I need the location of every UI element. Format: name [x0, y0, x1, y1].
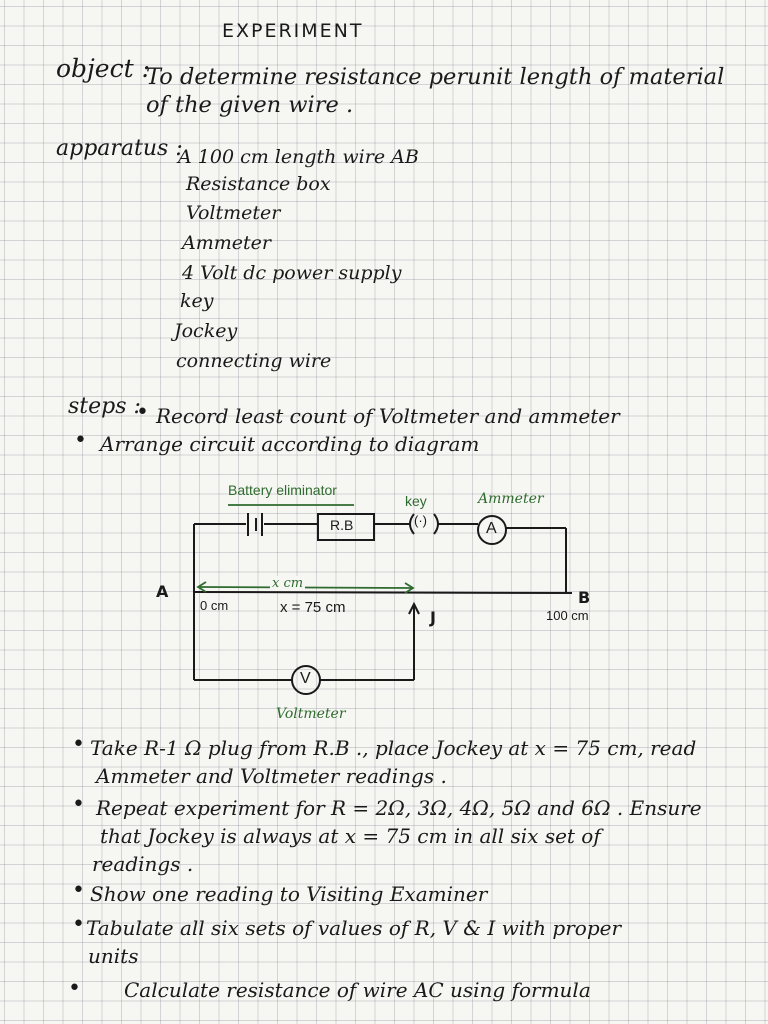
- bullet-dot: •: [72, 732, 85, 757]
- bullet-dot: •: [136, 400, 149, 425]
- bullet-dot: •: [74, 428, 87, 453]
- voltmeter-label: Voltmeter: [276, 706, 346, 722]
- ammeter-symbol: A: [486, 520, 497, 537]
- apparatus-item: Ammeter: [182, 232, 271, 254]
- start-label: 0 cm: [200, 598, 229, 613]
- object-line-2: of the given wire .: [146, 92, 354, 118]
- key-bracket-right: [434, 514, 438, 534]
- bullet-dot: •: [72, 792, 85, 817]
- apparatus-item: Jockey: [174, 320, 238, 342]
- bullet-dot: •: [68, 976, 81, 1001]
- jockey-label: J: [430, 608, 436, 627]
- bullet-1-line-2: Ammeter and Voltmeter readings .: [96, 764, 447, 788]
- bullet-dot: •: [72, 878, 85, 903]
- apparatus-item: Voltmeter: [186, 202, 281, 224]
- apparatus-item: connecting wire: [176, 350, 332, 372]
- end-b-label: 100 cm: [546, 608, 589, 623]
- steps-label: steps :: [68, 394, 141, 419]
- x-value-label: x = 75 cm: [280, 599, 346, 616]
- key-label: key: [405, 493, 427, 509]
- step-item-2: Arrange circuit according to diagram: [100, 432, 480, 456]
- bullet-dot: •: [72, 912, 85, 937]
- key-symbol: (·): [414, 513, 427, 528]
- apparatus-item: 4 Volt dc power supply: [182, 262, 402, 284]
- apparatus-item: Resistance box: [186, 173, 331, 195]
- object-line-1: To determine resistance perunit length of material: [146, 64, 725, 90]
- rb-label: R.B: [330, 517, 354, 533]
- x-arrow: [200, 587, 412, 588]
- bullet-1-line-1: Take R-1 Ω plug from R.B ., place Jockey at x = 75 cm, read: [90, 736, 697, 760]
- bullet-2-line-1: Repeat experiment for R = 2Ω, 3Ω, 4Ω, 5Ω and 6Ω . Ensure: [96, 796, 702, 820]
- voltmeter-symbol: V: [300, 670, 311, 687]
- object-label: object :: [56, 54, 151, 83]
- ammeter-label: Ammeter: [478, 491, 544, 507]
- bullet-2-line-3: readings .: [92, 852, 194, 876]
- step-item-1: Record least count of Voltmeter and ammeter: [156, 404, 620, 428]
- apparatus-item: A 100 cm length wire AB: [178, 146, 419, 168]
- bullet-5-line-1: Calculate resistance of wire AC using formula: [124, 978, 591, 1002]
- battery-eliminator-label: Battery eliminator: [228, 482, 337, 498]
- bullet-3-line-1: Show one reading to Visiting Examiner: [90, 882, 488, 906]
- x-arrow-label: x cm: [272, 576, 304, 591]
- bullet-4-line-1: Tabulate all six sets of values of R, V & I with proper: [86, 916, 622, 940]
- bullet-4-line-2: units: [88, 944, 139, 968]
- apparatus-label: apparatus :: [56, 136, 183, 161]
- apparatus-item: key: [180, 290, 214, 312]
- page-title: EXPERIMENT: [222, 20, 364, 42]
- wire-ab: [194, 592, 572, 593]
- point-a-label: A: [156, 582, 169, 601]
- point-b-label: B: [578, 588, 591, 607]
- bullet-2-line-2: that Jockey is always at x = 75 cm in all six set of: [100, 824, 601, 848]
